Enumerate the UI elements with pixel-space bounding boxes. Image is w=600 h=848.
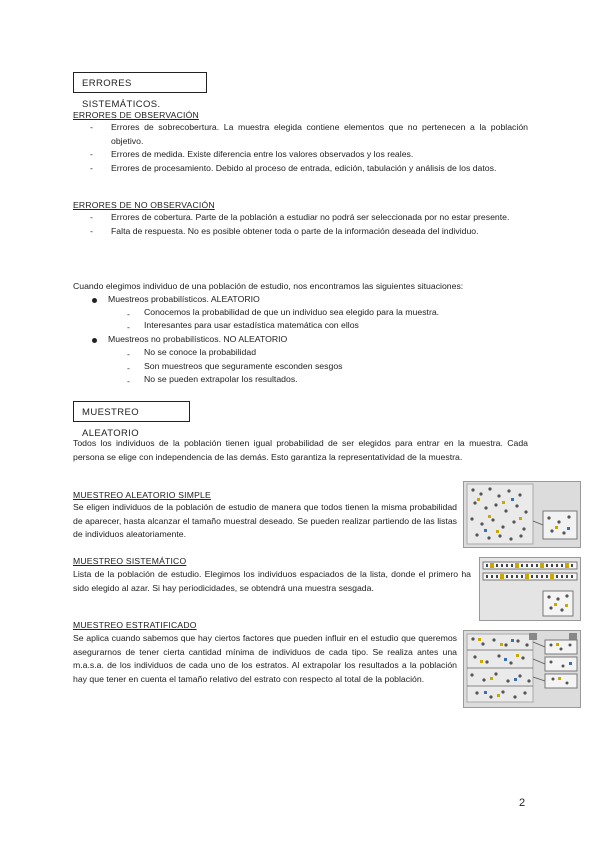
sistematico-heading: MUESTREO SISTEMÁTICO <box>73 556 187 566</box>
noprob-item: No se conoce la probabilidad <box>144 347 257 357</box>
list-item: - Falta de respuesta. No es posible obtener toda o parte de la información deseada del individuo. <box>90 225 528 239</box>
no-probabilisticos-label: Muestreos no probabilísticos. NO ALEATORIO <box>108 334 288 344</box>
simple-heading: MUESTREO ALEATORIO SIMPLE <box>73 490 211 500</box>
dash-icon: - <box>127 363 130 373</box>
bullet-icon <box>92 338 97 343</box>
page-number: 2 <box>519 797 526 809</box>
aleatorio-intro: Todos los individuos de la población tienen igual probabilidad de ser elegidos para entrar en la muestra. Cada persona se elige con independencia de las demás. Esto garantiza la representatividad de la muestra. <box>73 438 528 462</box>
dash-icon: - <box>127 309 130 319</box>
simple-text: Se eligen individuos de la población de estudio de manera que todos tienen la misma probabilidad de aparecer, hasta alcanzar el tamaño muestral deseado. Se pueden realizar partiendo de las listas de individuos aleatoriamente. <box>73 502 457 540</box>
list-item: - Errores de sobrecobertura. La muestra elegida contiene elementos que no pertenecen a la población objetivo. <box>90 121 528 148</box>
no-observacion-list <box>90 211 528 238</box>
dash-icon: - <box>127 349 130 359</box>
systematic-illustration <box>479 557 581 621</box>
list-item: - Errores de medida. Existe diferencia entre los valores observados y los reales. <box>90 148 528 162</box>
noprob-item: Son muestreos que seguramente esconden sesgos <box>144 361 343 371</box>
estratificado-text: Se aplica cuando sabemos que hay ciertos factores que pueden influir en el estudio que queremos asegurarnos de tener cierta cantidad mínima de individuos de cada tipo. Se realiza antes una m.a.s.a. de los individuos de cada uno de los estratos. Al extrapolar los resultados a la población hay que tener en cuenta el tamaño relativo del estrato con respecto al total de la población. <box>73 633 457 684</box>
section-heading-errores-sistematicos: ERRORES SISTEMÁTICOS. <box>73 72 207 93</box>
prob-item: Conocemos la probabilidad de que un individuo sea elegido para la muestra. <box>144 307 440 317</box>
simple-random-illustration <box>463 481 581 548</box>
observacion-heading: ERRORES DE OBSERVACIÓN <box>73 110 199 120</box>
situaciones-intro: Cuando elegimos individuo de una población de estudio, nos encontramos las siguientes situaciones: <box>73 281 464 291</box>
estratificado-heading: MUESTREO ESTRATIFICADO <box>73 620 197 630</box>
list-item: - Errores de cobertura. Parte de la población a estudiar no podrá ser seleccionada por no estar presente. <box>90 211 528 225</box>
section-heading-muestreo-aleatorio: MUESTREO ALEATORIO <box>73 401 190 422</box>
no-observacion-heading: ERRORES DE NO OBSERVACIÓN <box>73 200 215 210</box>
list-item: - Errores de procesamiento. Debido al proceso de entrada, edición, tabulación y análisis de los datos. <box>90 162 528 176</box>
prob-item: Interesantes para usar estadística matemática con ellos <box>144 320 359 330</box>
noprob-item: No se pueden extrapolar los resultados. <box>144 374 298 384</box>
probabilisticos-label: Muestreos probabilísticos. ALEATORIO <box>108 294 260 304</box>
dash-icon: - <box>127 322 130 332</box>
stratified-illustration <box>463 630 581 708</box>
dash-icon: - <box>127 376 130 386</box>
sistematico-text: Lista de la población de estudio. Elegimos los individuos espaciados de la lista, donde el primero ha sido elegido al azar. Si hay periodicidades, se obtendrá una muestra sesgada. <box>73 569 471 593</box>
observacion-list <box>90 121 528 175</box>
bullet-icon <box>92 298 97 303</box>
